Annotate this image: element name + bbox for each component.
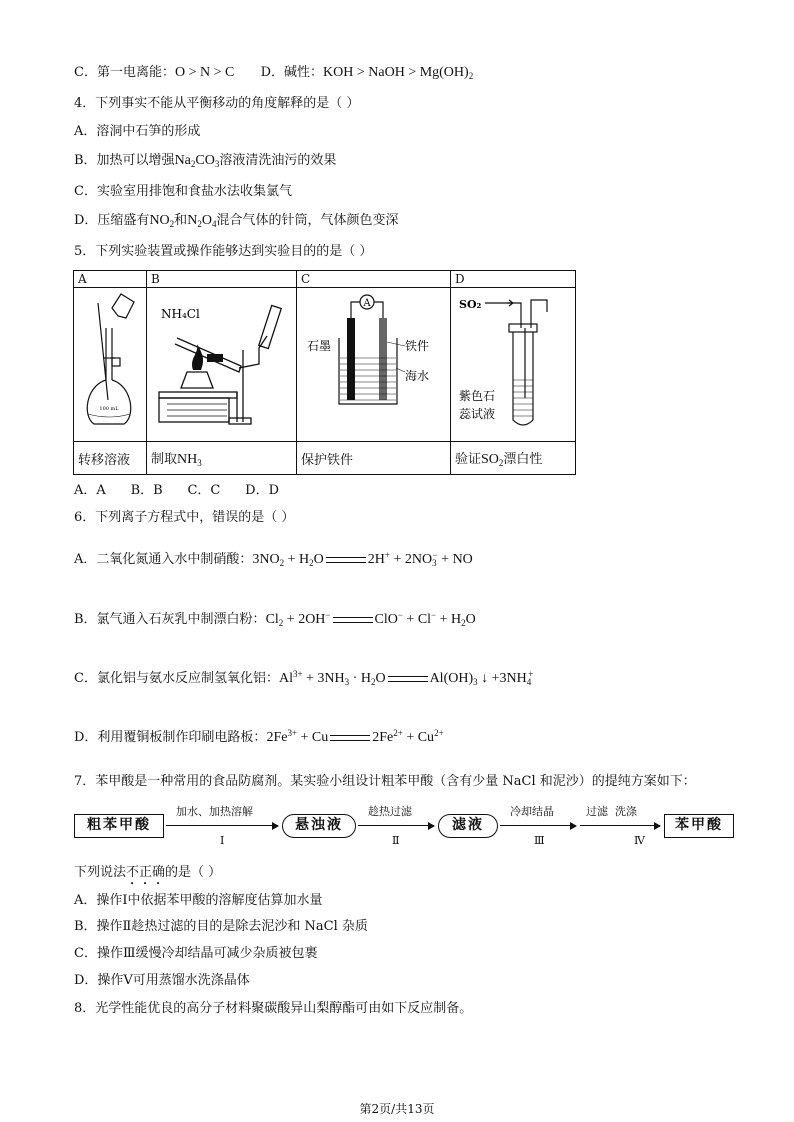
q6-option-d-equation: $2Fe^{3+} + Cu$ $2Fe^{2+} + Cu^{2+}$	[266, 728, 444, 745]
flask-mark-label: 100 mL	[99, 406, 119, 412]
q6-option-c-equation: $Al^{3+} + 3NH_3 \cdot H_2O$ $Al(OH)_3$ ↓ $+3NH_4^+$	[278, 669, 534, 687]
q6-option-a-text: A．二氧化氮通入水中制硝酸：	[74, 552, 253, 567]
q5-caption-d	[451, 442, 576, 475]
q6-option-c	[74, 670, 533, 688]
flow-arrow-4	[580, 825, 660, 826]
q5-caption-a: 转移溶液	[74, 442, 147, 475]
flow-step-4-label: 过滤 洗涤	[586, 805, 637, 818]
q5-apparatus-table	[73, 270, 576, 475]
q4-b-sub2: 3	[214, 159, 220, 169]
q4-b-na: Na	[174, 153, 191, 168]
flow-box-suspension: 悬浊液	[282, 814, 356, 838]
q5-caption-b-pre: 制取	[151, 452, 178, 467]
volumetric-flask-figure	[74, 288, 147, 438]
q4-option-a: A．溶洞中石笋的形成	[74, 124, 201, 139]
q7-option-a: A．操作Ⅰ中依据苯甲酸的溶解度估算加水量	[74, 893, 323, 908]
q6-option-b	[74, 611, 476, 629]
q5-caption-b-formula: NH	[177, 452, 198, 467]
flow-arrow-3	[500, 825, 576, 826]
q3-option-c-label: C．第一电离能：	[74, 65, 175, 80]
q5-caption-d-pre: 验证	[455, 452, 482, 467]
flow-step-1-label: 加水、加热溶解	[176, 805, 253, 818]
q6-option-a-equation: $3NO_2 + H_2O$ $2H^+ + 2NO_3^-$ + NO	[252, 550, 473, 568]
flow-box-filtrate: 滤液	[438, 814, 498, 838]
q5-header-b: B	[147, 271, 297, 288]
q3-option-d-sub: 2	[468, 71, 474, 81]
q7-ask-pre: 下列说法	[74, 865, 127, 880]
q7-ask-post: 的是（ ）	[165, 865, 222, 880]
q5-caption-b	[147, 442, 297, 475]
q4-d-sub2: 2	[197, 219, 202, 229]
q4-d-post: 混合气体的针筒，气体颜色变深	[216, 213, 399, 228]
flow-step-4-num: Ⅳ	[634, 834, 645, 847]
flow-step-2-label: 趁热过滤	[368, 805, 412, 818]
fig-d-gas-label: SO₂	[459, 298, 482, 311]
q4-d-sub3: 4	[211, 219, 217, 229]
q7-ask-emphasis: 不正确	[126, 865, 166, 880]
q4-d-pre: D．压缩盛有	[74, 213, 150, 228]
q6-option-b-equation: $Cl_2 + 2OH^-$ $ClO^- + Cl^- + H_2O$	[265, 610, 476, 628]
q4-d-sub1: 2	[169, 219, 175, 229]
q8-stem: 8．光学性能优良的高分子材料聚碳酸异山梨醇酯可由如下反应制备。	[74, 1001, 473, 1016]
fig-d-solution-label-1: 紫色石	[459, 389, 496, 403]
flow-arrow-2	[358, 825, 434, 826]
q6-option-a	[74, 551, 473, 569]
fig-c-right-label: 铁件	[405, 339, 430, 353]
page-footer: 第2页/共13页	[359, 1102, 435, 1116]
q4-option-d	[74, 212, 398, 230]
q5-caption-b-sub: 3	[197, 458, 202, 468]
flow-box-crude-benzoic-acid: 粗苯甲酸	[74, 814, 164, 838]
q4-d-mid: 和	[174, 213, 188, 228]
q3-option-d-label: D．碱性：	[260, 65, 324, 80]
q4-b-co: CO	[195, 153, 215, 168]
q4-b-sub1: 2	[190, 159, 196, 169]
q4-option-b-chem	[175, 153, 220, 168]
q4-d-chem1	[149, 213, 174, 228]
q4-d-no: NO	[149, 213, 170, 228]
q5-stem: 5．下列实验装置或操作能够达到实验目的的是（ ）	[74, 244, 373, 259]
q5-options: A．A B．B C．C D．D	[74, 483, 280, 498]
ammeter-label: A	[363, 298, 371, 309]
q3-option-c-expr: O > N > C	[174, 65, 235, 80]
so2-litmus-figure	[451, 288, 576, 438]
q5-caption-c: 保护铁件	[297, 442, 451, 475]
flow-step-2-num: Ⅱ	[392, 834, 400, 847]
q3-options-cd	[74, 64, 473, 82]
q4-d-chem2	[187, 213, 216, 228]
q5-caption-d-post: 漂白性	[503, 452, 543, 467]
flow-step-1-num: Ⅰ	[220, 834, 225, 847]
fig-b-reagent-label: NH₄Cl	[161, 307, 200, 321]
q6-option-c-text: C．氯化铝与氨水反应制氢氧化铝：	[74, 671, 279, 686]
q5-header-d: D	[451, 271, 576, 288]
q7-stem: 7．苯甲酸是一种常用的食品防腐剂。某实验小组设计粗苯甲酸（含有少量 NaCl 和泥沙）的提纯方案如下：	[74, 774, 696, 789]
fig-c-water-label: 海水	[405, 369, 430, 383]
q5-figure-b	[147, 288, 297, 442]
fig-c-left-label: 石墨	[307, 339, 332, 353]
q5-figure-c	[297, 288, 451, 442]
fig-d-solution-label-2: 蕊试液	[459, 407, 496, 421]
q7-ask	[74, 864, 221, 888]
q4-option-b	[74, 152, 336, 170]
q4-stem: 4．下列事实不能从平衡移动的角度解释的是（ ）	[74, 96, 360, 111]
q3-option-d-expr	[323, 65, 473, 80]
q4-d-o: O	[201, 213, 212, 228]
q4-option-b-pre: B．加热可以增强	[74, 153, 175, 168]
q4-option-b-post: 溶液清洗油污的效果	[219, 153, 337, 168]
q5-figure-a	[74, 288, 147, 442]
q6-option-d	[74, 729, 444, 747]
q4-option-c: C．实验室用排饱和食盐水法收集氯气	[74, 184, 292, 199]
q6-stem: 6．下列离子方程式中，错误的是（ ）	[74, 510, 295, 525]
q7-option-b: B．操作Ⅱ趁热过滤的目的是除去泥沙和 NaCl 杂质	[74, 919, 368, 934]
q4-d-n: N	[187, 213, 198, 228]
q5-header-c: C	[297, 271, 451, 288]
electrochemical-protection-figure	[297, 288, 451, 438]
nh4cl-heating-figure	[147, 288, 297, 438]
q5-caption-d-sub: 2	[498, 458, 504, 468]
flow-box-benzoic-acid: 苯甲酸	[664, 814, 734, 838]
q6-option-d-text: D．利用覆铜板制作印刷电路板：	[74, 730, 267, 745]
q7-option-c: C．操作Ⅲ缓慢冷却结晶可减少杂质被包裹	[74, 946, 318, 961]
q5-caption-b-chem	[177, 452, 202, 467]
q7-purification-flowchart	[74, 804, 734, 854]
flow-step-3-num: Ⅲ	[534, 834, 545, 847]
q3-option-d-formula: KOH > NaOH > Mg(OH)	[323, 65, 469, 80]
flow-arrow-1	[166, 825, 278, 826]
q7-option-d: D．操作Ⅴ可用蒸馏水洗涤晶体	[74, 973, 250, 988]
q5-caption-d-chem	[481, 452, 503, 467]
flow-step-3-label: 冷却结晶	[510, 805, 554, 818]
q6-option-b-text: B．氯气通入石灰乳中制漂白粉：	[74, 612, 266, 627]
q5-figure-d	[451, 288, 576, 442]
q5-header-a: A	[74, 271, 147, 288]
q5-caption-d-formula: SO	[481, 452, 499, 467]
